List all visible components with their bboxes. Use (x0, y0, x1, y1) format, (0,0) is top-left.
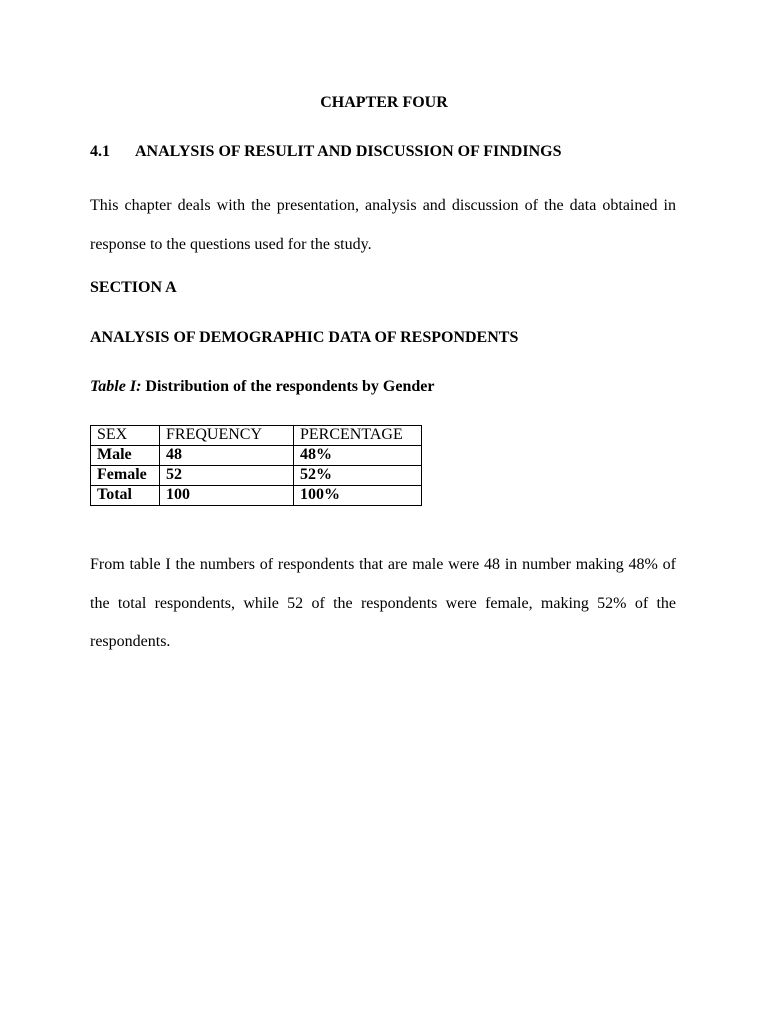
table-header-row (91, 426, 422, 446)
conclusion-paragraph: From table I the numbers of respondents that are male were 48 in number making 48% of the total respondents, while 52 of the respondents were female, making 52% of the respondents. (90, 556, 676, 650)
table-caption-text: Distribution of the respondents by Gender (141, 378, 435, 395)
section-title: ANALYSIS OF RESULIT AND DISCUSSION OF FINDINGS (135, 143, 562, 160)
section-number: 4.1 (90, 143, 110, 160)
table-row (91, 466, 422, 486)
table-cell: 52 (160, 466, 294, 486)
table-caption (90, 377, 434, 397)
table-cell: 100 (160, 486, 294, 506)
table-cell: 52% (294, 466, 422, 486)
table-cell: Total (91, 486, 160, 506)
demographic-heading: ANALYSIS OF DEMOGRAPHIC DATA OF RESPONDENTS (90, 329, 519, 346)
gender-distribution-table (90, 425, 422, 506)
table-cell: 48 (160, 446, 294, 466)
intro-paragraph: This chapter deals with the presentation, analysis and discussion of the data obtained in response to the questions used for the study. (90, 197, 676, 253)
chapter-title: CHAPTER FOUR (320, 94, 448, 111)
section-heading (90, 142, 561, 162)
table-header-cell: SEX (91, 426, 160, 446)
table-caption-label: Table I: (90, 378, 142, 395)
table-cell: 100% (294, 486, 422, 506)
table-row (91, 486, 422, 506)
table-header-cell: PERCENTAGE (294, 426, 422, 446)
table-header-cell: FREQUENCY (160, 426, 294, 446)
table-cell: Female (91, 466, 160, 486)
table-cell: 48% (294, 446, 422, 466)
section-a-label: SECTION A (90, 279, 177, 296)
table-row (91, 446, 422, 466)
table-cell: Male (91, 446, 160, 466)
